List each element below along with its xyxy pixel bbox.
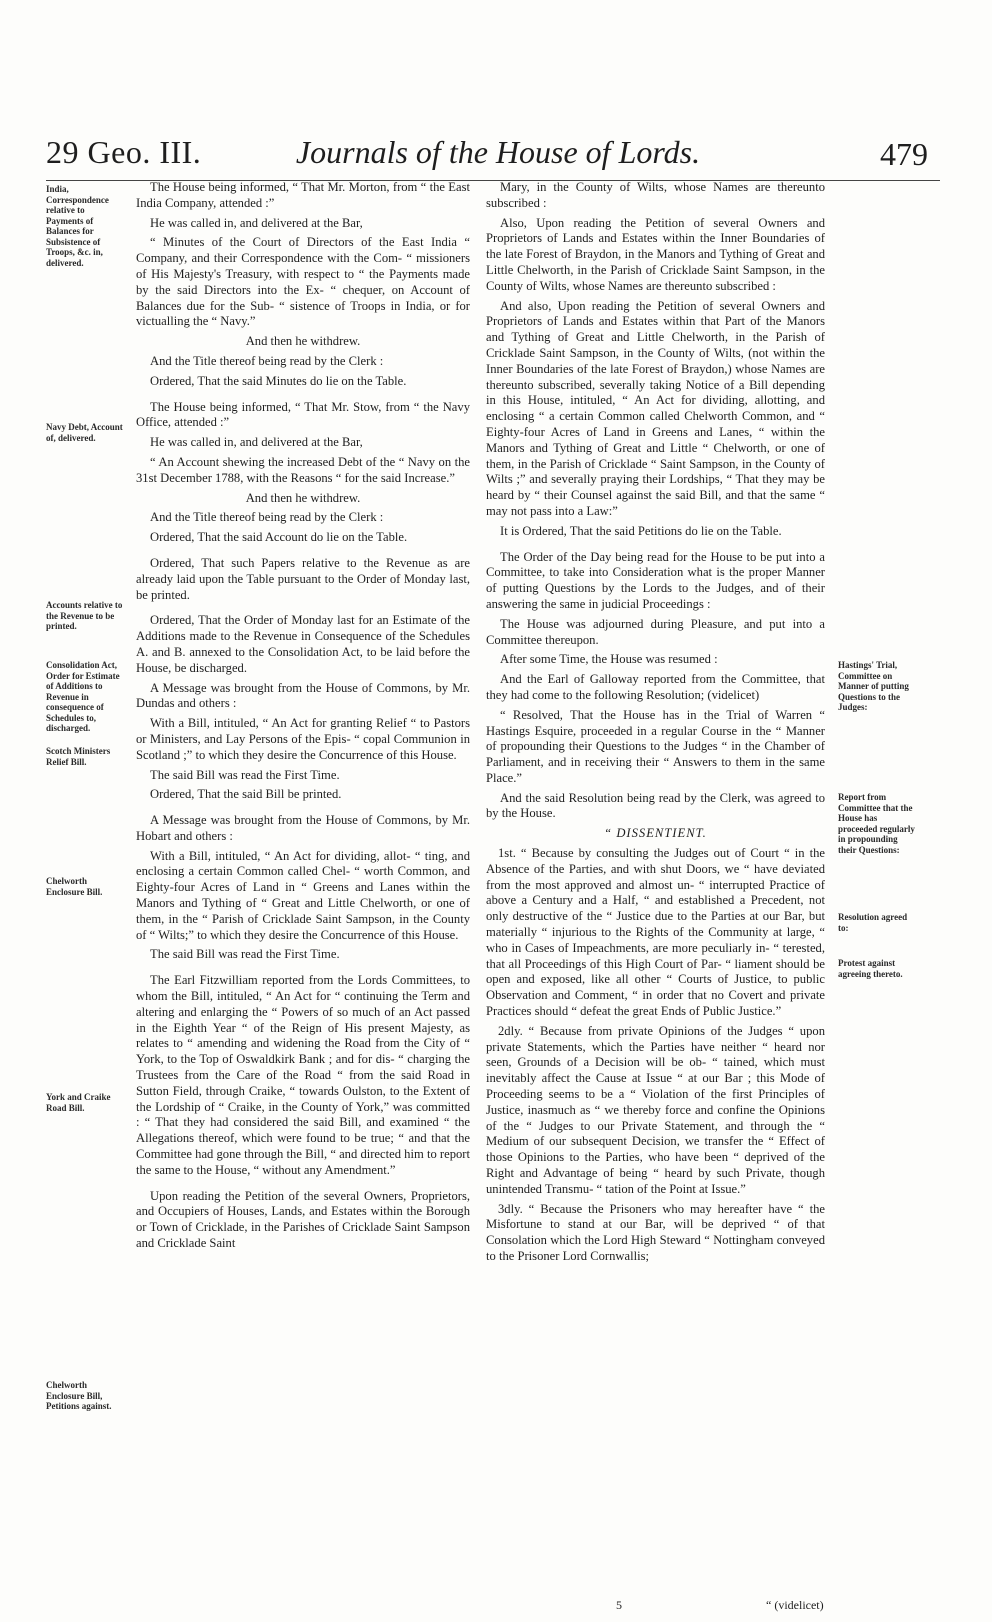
paragraph: The House being informed, “ That Mr. Stow, from “ the Navy Office, attended :” xyxy=(136,399,470,430)
margin-note: Consolidation Act, Order for Estimate of Additions to Revenue in consequence of Schedules to, discharged. xyxy=(46,660,120,733)
paragraph: Ordered, That the said Account do lie on the Table. xyxy=(150,530,408,545)
paragraph: The said Bill was read the First Time. xyxy=(150,767,340,782)
paragraph: Ordered, That the said Minutes do lie on the Table. xyxy=(150,373,407,388)
paragraph: With a Bill, intituled, “ An Act for granting Relief “ to Pastors or Ministers, and Lay Persons of the Epis- “ copal Communion in Scotland ;” to which they desire the Concurrence of this House. xyxy=(136,716,470,762)
paragraph: He was called in, and delivered at the Bar, xyxy=(150,215,363,230)
page-header xyxy=(0,128,992,188)
margin-note: York and Craike Road Bill. xyxy=(46,1092,111,1113)
regnal-year: 29 Geo. III. xyxy=(46,134,202,170)
margin-note: Scotch Ministers Relief Bill. xyxy=(46,746,111,767)
signature-mark: 5 xyxy=(616,1598,622,1612)
paragraph: He was called in, and delivered at the Bar, xyxy=(150,435,363,450)
margin-note: Report from Committee that the House has proceeded regularly in propounding their Questions: xyxy=(838,792,915,855)
right-column xyxy=(486,180,825,1269)
protest-reason: 1st. “ Because by consulting the Judges out of Court “ in the Absence of the Parties, and with shut Doors, we “ have deviated from the most approved and almost un- “ interrupted Practice of above a Century and a Half, “ and established a Precedent, not only destructive of the “ Justice due to the Parties at our Bar, but materially “ injurious to the Rights of the Community at large, “ who in Cases of Impeachments, are more peculiarly in- “ terested, that all Proceedings of this High Court of Par- “ liament should be open and exposed, like all other “ Courts of Justice, to public Observation and Comment, “ in order that no Covert and private Practices should “ defeat the great Ends of Public Justice.” xyxy=(486,846,825,1019)
paragraph: A Message was brought from the House of Commons, by Mr. Dundas and others : xyxy=(136,680,470,711)
paragraph: Mary, in the County of Wilts, whose Names are thereunto subscribed : xyxy=(486,180,825,210)
paragraph: Upon reading the Petition of the several Owners, Proprietors, and Occupiers of Houses, Lands, and Estates within the Borough or Town of Cricklade, in the Parishes of Cricklade Saint Sampson and Cricklade Saint xyxy=(136,1188,470,1251)
paragraph: And then he withdrew. xyxy=(245,490,361,505)
journal-title: Journals of the House of Lords. xyxy=(295,134,701,170)
left-column xyxy=(136,180,470,1256)
paragraph: It is Ordered, That the said Petitions do lie on the Table. xyxy=(500,523,782,538)
margin-note: Resolution agreed to: xyxy=(838,912,908,933)
paragraph: After some Time, the House was resumed : xyxy=(500,652,718,667)
dissentient-heading: “ DISSENTIENT. xyxy=(604,826,707,841)
paragraph: The Order of the Day being read for the House to be put into a Committee, to take into Consideration what is the proper Manner of putting Questions by the Lords to the Judges, and of their answering the same in judicial Proceedings : xyxy=(486,549,825,611)
catchword: “ (videlicet) xyxy=(766,1598,824,1612)
paragraph: Ordered, That the said Bill be printed. xyxy=(150,787,342,802)
protest-reason: 2dly. “ Because from private Opinions of the Judges “ upon private Statements, which the Parties have neither “ heard nor seen, Grounds of a Decision will be ob- “ tained, which must inevitably affect the Cause at Issue “ at our Bar ; this Mode of Proceeding seems to be a “ Violation of the first Principles of Justice, inasmuch as “ we thereby force and confine the Opinions of the “ Judges to our Private Statement, and through the “ Medium of our subsequent Decision, we transfer the “ Effect of those Opinions to the Parties, who have been “ deprived of the Right and Advantage of being “ heard by such Private, though unintended Transmu- “ tation of the Point at Issue.” xyxy=(486,1023,825,1196)
paragraph: And the Title thereof being read by the Clerk : xyxy=(150,510,384,525)
paragraph: The said Bill was read the First Time. xyxy=(150,947,340,962)
paragraph: And the said Resolution being read by the Clerk, was agreed to by the House. xyxy=(486,790,825,821)
paragraph: “ Resolved, That the House has in the Trial of Warren “ Hastings Esquire, proceeded in a regular Course in the “ Manner of propounding their Questions to the Judges “ in the Chamber of Parliament, and in receiving their “ Answers to them in the same Place.” xyxy=(486,707,825,785)
page-number: 479 xyxy=(880,136,928,172)
paragraph: Also, Upon reading the Petition of several Owners and Proprietors of Lands and Estates within the Inner Boundaries of the late Forest of Braydon, in the Manors and Tything of Great and Little Chelworth, in the Parish of Cricklade Saint Sampson, in the County of Wilts, whose Names are thereunto subscribed : xyxy=(486,215,825,293)
paragraph: With a Bill, intituled, “ An Act for dividing, allot- “ ting, and enclosing a certain Common called Chel- “ worth Common, and Eighty-four Acres of Land in “ Greens and Lanes within the Manors and Tything of “ Great and Little Chelworth, or one of them, in the “ Parish of Cricklade Saint Sampson, in the County of “ Wilts;” to which they desire the Concurrence of this House. xyxy=(136,848,470,942)
margin-note: India, Correspondence relative to Payments of Balances for Subsistence of Troops, &c. in, delivered. xyxy=(46,184,109,268)
margin-note: Chelworth Enclosure Bill, Petitions against. xyxy=(46,1380,112,1411)
paragraph: “ Minutes of the Court of Directors of the East India “ Company, and their Correspondence with the Com- “ missioners of His Majesty's Treasury, with respect to “ the Payments made by the said Directors into the Ex- “ chequer, on Account of Balances due for the Sub- “ sistence of Troops in India, or for victualling the “ Navy.” xyxy=(136,235,470,329)
paragraph: And then he withdrew. xyxy=(245,334,361,349)
protest-reason: 3dly. “ Because the Prisoners who may hereafter have “ the Misfortune to stand at our Bar, will be deprived “ of that Consolation which the Lord High Steward “ Nottingham conveyed to the Prisoner Lord Cornwallis; xyxy=(486,1201,825,1263)
paragraph: “ An Account shewing the increased Debt of the “ Navy on the 31st December 1788, with the Reasons “ for the said Increase.” xyxy=(136,454,470,485)
paragraph: The House being informed, “ That Mr. Morton, from “ the East India Company, attended :” xyxy=(136,180,470,210)
paragraph: And the Title thereof being read by the Clerk : xyxy=(150,353,384,368)
paragraph: And the Earl of Galloway reported from the Committee, that they had come to the following Resolution; (videlicet) xyxy=(486,672,825,702)
margin-note: Accounts relative to the Revenue to be printed. xyxy=(46,600,123,631)
paragraph: And also, Upon reading the Petition of several Owners and Proprietors of Lands and Estates within that Part of the Manors and Tything of Great and Little Chelworth, in the Parish of Cricklade Saint Sampson, in the County of Wilts, (not within the Inner Boundaries of the late Forest of Braydon,) whose Names are thereunto subscribed, severally taking Notice of a Bill depending in this House, intituled, “ An Act for dividing, allotting, and enclosing “ a certain Common called Chelworth Common, and “ Eighty-four Acres of Land in Greens and Lanes, “ within the Manors and Tything of Great and Little “ Chelworth, or one of them, in the Parish of Cricklade “ Saint Sampson, in the County of Wilts ;” and severally praying their Lordships, “ That they may be heard by “ their Counsel against the said Bill, and that the same “ may not pass into a Law:” xyxy=(486,298,825,518)
paragraph: The Earl Fitzwilliam reported from the Lords Committees, to whom the Bill, intituled, “ An Act for “ continuing the Term and altering and enlarging the “ Powers of so much of an Act passed in the Eighth Year “ of the Reign of His present Majesty, as relates to “ amending and widening the Road from the City of “ York, to the Top of Oswaldkirk Bank ; and for dis- “ charging the Trustees from the Care of the Road “ from the said Road in Sutton Field, through Craike, “ towards Oulston, to the Extent of the Lordship of “ Craike, in the County of York,” was committed : “ That they had considered the said Bill, and examined “ the Allegations thereof, which were found to be true; “ and that the Committee had gone through the Bill, “ and directed him to report the same to the House, “ without any Amendment.” xyxy=(136,973,470,1177)
margin-note: Chelworth Enclosure Bill. xyxy=(46,876,103,897)
paragraph: Ordered, That such Papers relative to the Revenue as are already laid upon the Table pursuant to the Order of Monday last, be printed. xyxy=(136,555,470,602)
paragraph: The House was adjourned during Pleasure, and put into a Committee thereupon. xyxy=(486,616,825,647)
margin-note: Hastings' Trial, Committee on Manner of putting Questions to the Judges: xyxy=(838,660,909,712)
margin-note: Protest against agreeing thereto. xyxy=(838,958,903,979)
margin-note: Navy Debt, Account of, delivered. xyxy=(46,422,123,443)
paragraph: A Message was brought from the House of Commons, by Mr. Hobart and others : xyxy=(136,813,470,843)
paragraph: Ordered, That the Order of Monday last for an Estimate of the Additions made to the Revenue in Consequence of the Schedules A. and B. annexed to the Consolidation Act, to be laid before the House, be discharged. xyxy=(136,613,470,675)
